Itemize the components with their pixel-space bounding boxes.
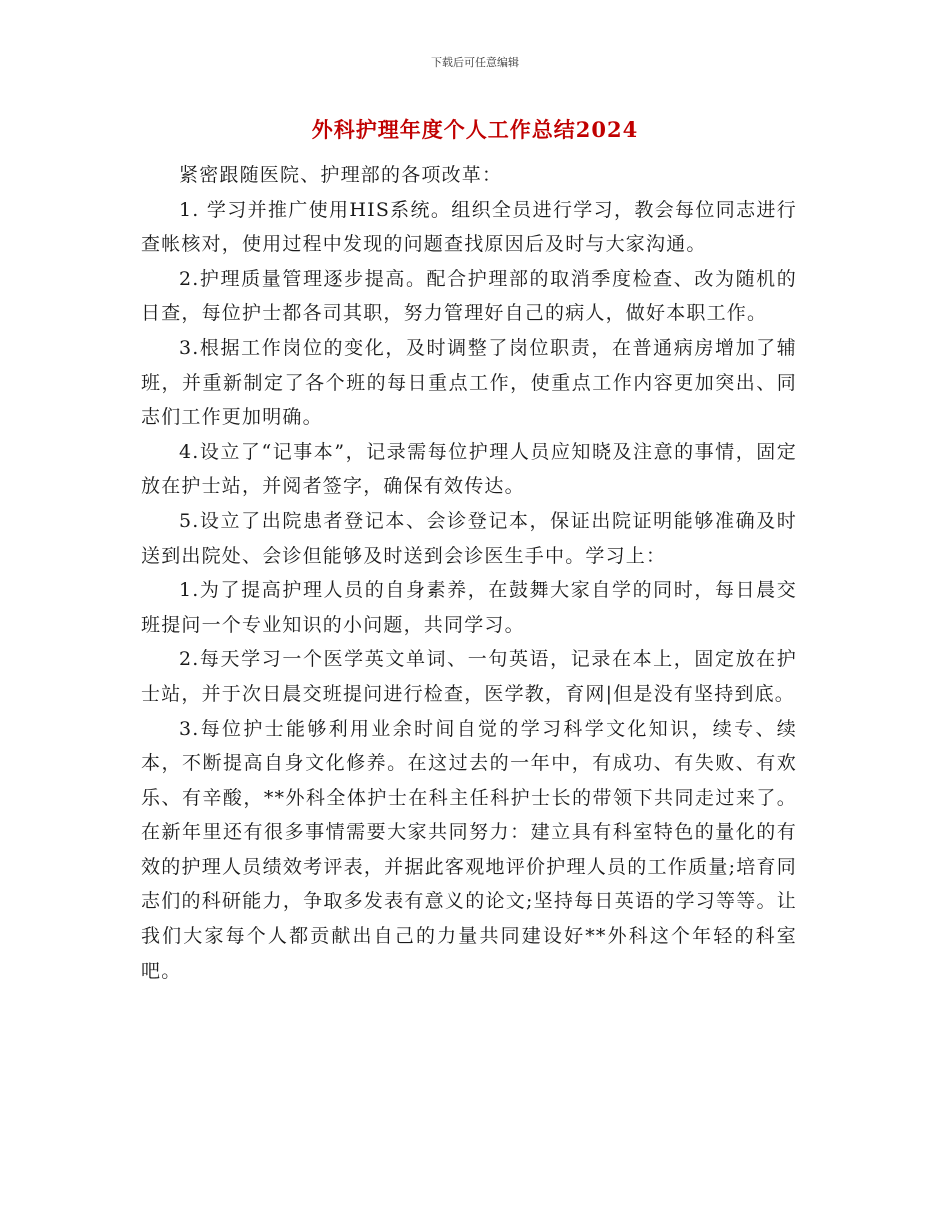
paragraph-item-3: 3.根据工作岗位的变化，及时调整了岗位职责，在普通病房增加了辅班，并重新制定了各个班的每日重点工作，使重点工作内容更加突出、同志们工作更加明确。 — [141, 336, 797, 429]
document-body — [141, 158, 797, 988]
paragraph-item-2: 2.护理质量管理逐步提高。配合护理部的取消季度检查、改为随机的日查，每位护士都各司其职，努力管理好自己的病人，做好本职工作。 — [141, 267, 797, 325]
paragraph-study-3: 3.每位护士能够利用业余时间自觉的学习科学文化知识，续专、续本，不断提高自身文化修养。在这过去的一年中，有成功、有失败、有欢乐、有辛酸，**外科全体护士在科主任科护士长的带领下共同走过来了。在新年里还有很多事情需要大家共同努力：建立具有科室特色的量化的有效的护理人员绩效考评表，并据此客观地评价护理人员的工作质量;培育同志们的科研能力，争取多发表有意义的论文;坚持每日英语的学习等等。让我们大家每个人都贡献出自己的力量共同建设好**外科这个年轻的科室吧。 — [141, 717, 797, 982]
paragraph-study-1: 1.为了提高护理人员的自身素养，在鼓舞大家自学的同时，每日晨交班提问一个专业知识的小问题，共同学习。 — [141, 579, 797, 636]
header-note: 下载后可任意编辑 — [431, 56, 519, 69]
paragraph-study-2: 2.每天学习一个医学英文单词、一句英语，记录在本上，固定放在护士站，并于次日晨交班提问进行检查，医学教，育网|但是没有坚持到底。 — [141, 648, 797, 705]
paragraph-item-4: 4.设立了“记事本”，记录需每位护理人员应知晓及注意的事情，固定放在护士站，并阅者签字，确保有效传达。 — [141, 440, 797, 498]
document-title: 外科护理年度个人工作总结2024 — [311, 117, 639, 142]
paragraph-item-1: 1. 学习并推广使用HIS系统。组织全员进行学习，教会每位同志进行查帐核对，使用过程中发现的问题查找原因后及时与大家沟通。 — [141, 198, 797, 256]
paragraph-item-5: 5.设立了出院患者登记本、会诊登记本，保证出院证明能够准确及时送到出院处、会诊但能够及时送到会诊医生手中。学习上： — [141, 509, 797, 567]
paragraph-intro: 紧密跟随医院、护理部的各项改革： — [179, 164, 503, 186]
